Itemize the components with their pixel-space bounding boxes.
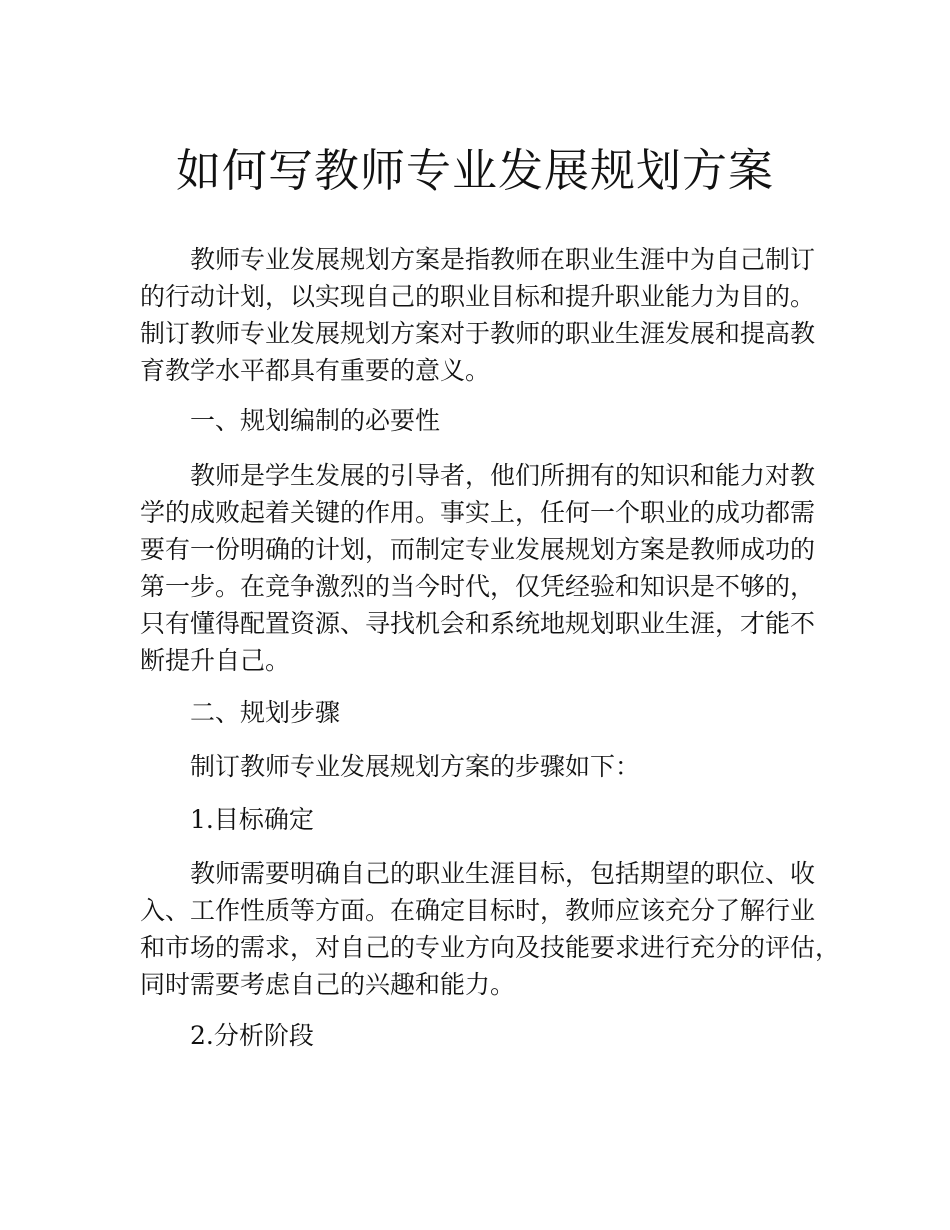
text-line: 一、规划编制的必要性 [190,406,441,435]
text-line: 教师专业发展规划方案是指教师在职业生涯中为自己制订 [190,245,816,274]
document-title: 如何写教师专业发展规划方案 [175,144,774,197]
text-line: 断提升自己。 [140,646,291,675]
step-heading-goal [140,801,816,838]
text-line: 二、规划步骤 [190,698,341,727]
section-heading-steps [140,694,816,731]
text-line: 要有一份明确的计划，而制定专业发展规划方案是教师成功的 [140,535,816,564]
text-line: 和市场的需求，对自己的专业方向及技能要求进行充分的评估， [140,933,841,962]
text-line: 只有懂得配置资源、寻找机会和系统地规划职业生涯，才能不 [140,609,816,638]
text-line: 制订教师专业发展规划方案对于教师的职业生涯发展和提高教 [140,319,816,348]
text-line: 第一步。在竞争激烈的当今时代，仅凭经验和知识是不够的， [140,572,816,601]
text-line: 教师是学生发展的引导者，他们所拥有的知识和能力对教 [190,461,816,490]
intro-paragraph [140,241,816,389]
text-line: 制订教师专业发展规划方案的步骤如下： [190,752,641,781]
text-line: 入、工作性质等方面。在确定目标时，教师应该充分了解行业 [140,896,816,925]
text-line: 1.目标确定 [190,805,314,834]
text-line: 同时需要考虑自己的兴趣和能力。 [140,970,516,999]
text-line: 2.分析阶段 [190,1021,314,1050]
necessity-paragraph [140,457,816,679]
text-line: 教师需要明确自己的职业生涯目标，包括期望的职位、收 [190,859,816,888]
text-line: 育教学水平都具有重要的意义。 [140,356,491,385]
text-line: 的行动计划，以实现自己的职业目标和提升职业能力为目的。 [140,282,816,311]
section-heading-necessity [140,402,816,439]
text-line: 学的成败起着关键的作用。事实上，任何一个职业的成功都需 [140,498,816,527]
steps-intro [140,748,816,785]
step-heading-analysis [140,1017,816,1054]
goal-paragraph [140,855,841,1003]
